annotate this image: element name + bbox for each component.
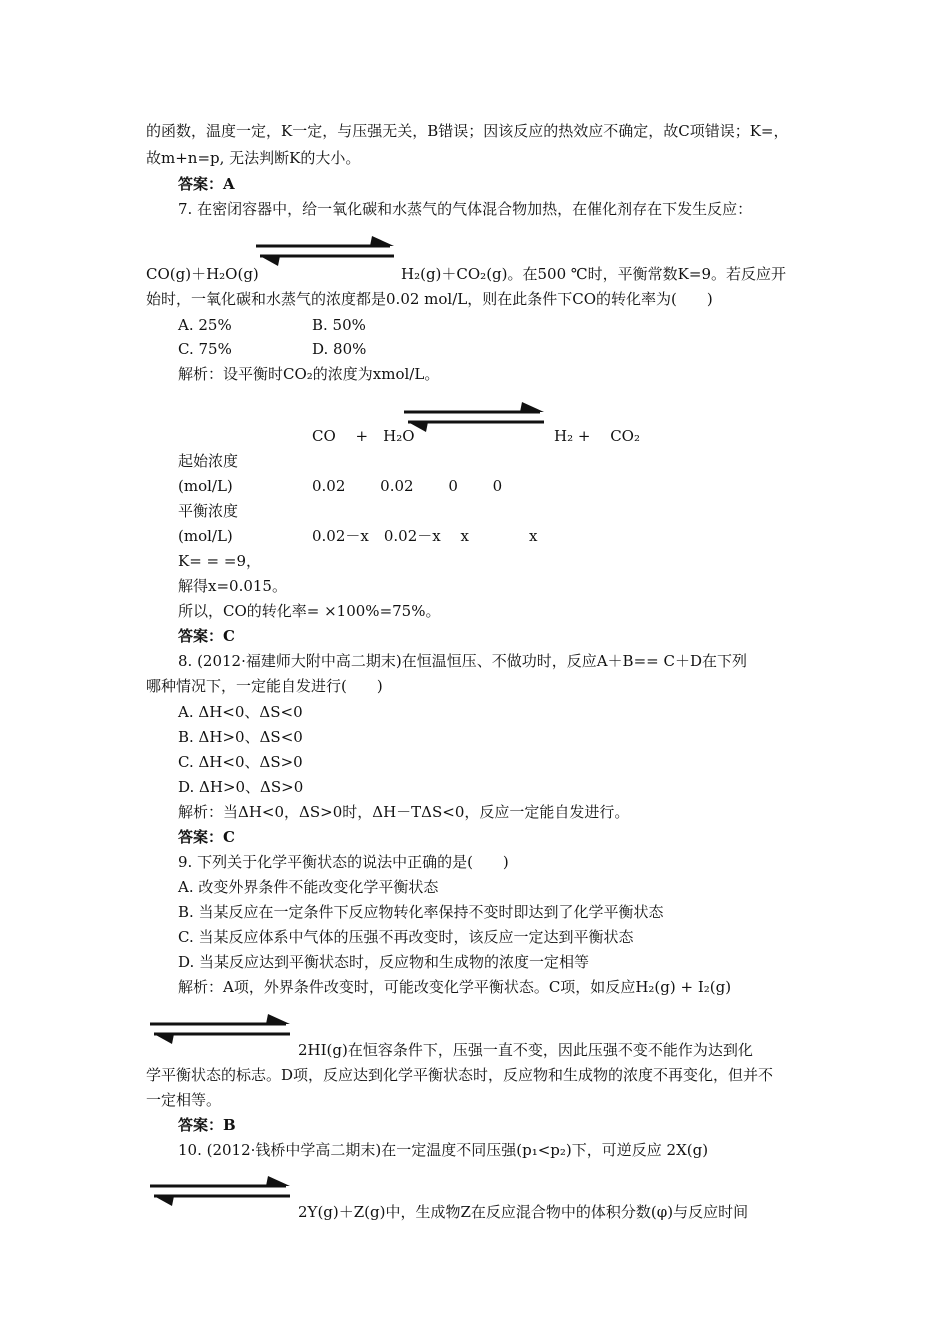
reaction-reactants: CO + H₂O [312,427,415,445]
question-9: 9. 下列关于化学平衡状态的说法中正确的是( ) [178,853,509,871]
analysis-text: 解析：当ΔH<0，ΔS>0时，ΔH－TΔS<0，反应一定能自发进行。 [178,803,630,821]
text-line: 所以，CO的转化率= ×100%=75%。 [178,602,441,620]
answer-label: 答案：C [178,627,235,645]
option-a: A. ΔH<0、ΔS<0 [178,703,303,721]
equation-left: CO(g)＋H₂O(g) [146,265,259,283]
equilibrium-arrow-icon [146,1172,294,1210]
option-b: B. 50% [312,316,366,334]
equilibrium-arrow-icon [252,232,398,270]
text-line: 一定相等。 [146,1091,222,1109]
text-line: 2HI(g)在恒容条件下，压强一直不变，因此压强不变不能作为达到化 [298,1041,753,1059]
option-c: C. 75% [178,340,232,358]
text-line: 哪种情况下，一定能自发进行( ) [146,677,383,695]
analysis-text: 解析：设平衡时CO₂的浓度为xmol/L。 [178,365,440,383]
text-line: 2Y(g)＋Z(g)中，生成物Z在反应混合物中的体积分数(φ)与反应时间 [298,1203,749,1221]
unit-label: (mol/L) [178,477,233,495]
equation-right: H₂(g)＋CO₂(g)。在500 ℃时，平衡常数K=9。若反应开 [401,265,786,283]
row-label: 起始浓度 [178,452,239,470]
answer-label: 答案：C [178,828,235,846]
option-d: D. 当某反应达到平衡状态时，反应物和生成物的浓度一定相等 [178,953,590,971]
option-a: A. 25% [178,316,232,334]
equilibrium-values: 0.02－x 0.02－x x x [312,527,538,545]
text-line: 解得x=0.015。 [178,577,287,595]
option-d: D. ΔH>0、ΔS>0 [178,778,304,796]
text-line: K= = =9， [178,552,261,570]
reaction-products: H₂ + CO₂ [554,427,640,445]
text-line: 始时，一氧化碳和水蒸气的浓度都是0.02 mol/L，则在此条件下CO的转化率为( ) [146,290,713,308]
question-8: 8. (2012·福建师大附中高二期末)在恒温恒压、不做功时，反应A＋B== C＋D在下列 [178,652,747,670]
option-b: B. ΔH>0、ΔS<0 [178,728,303,746]
question-7: 7. 在密闭容器中，给一氧化碳和水蒸气的气体混合物加热，在催化剂存在下发生反应： [178,200,753,218]
option-d: D. 80% [312,340,367,358]
option-c: C. 当某反应体系中气体的压强不再改变时，该反应一定达到平衡状态 [178,928,634,946]
option-b: B. 当某反应在一定条件下反应物转化率保持不变时即达到了化学平衡状态 [178,903,664,921]
initial-values: 0.02 0.02 0 0 [312,477,503,495]
analysis-text: 解析：A项，外界条件改变时，可能改变化学平衡状态。C项，如反应H₂(g) + I₂(g) [178,978,732,996]
equilibrium-arrow-icon [146,1010,294,1048]
option-c: C. ΔH<0、ΔS>0 [178,753,303,771]
text-line: 的函数，温度一定，K一定，与压强无关，B错误；因该反应的热效应不确定，故C项错误；K=， [146,122,789,140]
text-line: 故m+n=p, 无法判断K的大小。 [146,149,361,167]
question-10: 10. (2012·钱桥中学高二期末)在一定温度不同压强(p₁<p₂)下，可逆反应 2X(g) [178,1141,709,1159]
equilibrium-arrow-icon [400,398,548,436]
unit-label: (mol/L) [178,527,233,545]
text-line: 学平衡状态的标志。D项，反应达到化学平衡状态时，反应物和生成物的浓度不再变化，但并不 [146,1066,774,1084]
option-a: A. 改变外界条件不能改变化学平衡状态 [178,878,439,896]
answer-label: 答案：A [178,175,235,193]
answer-label: 答案：B [178,1116,236,1134]
row-label: 平衡浓度 [178,502,239,520]
